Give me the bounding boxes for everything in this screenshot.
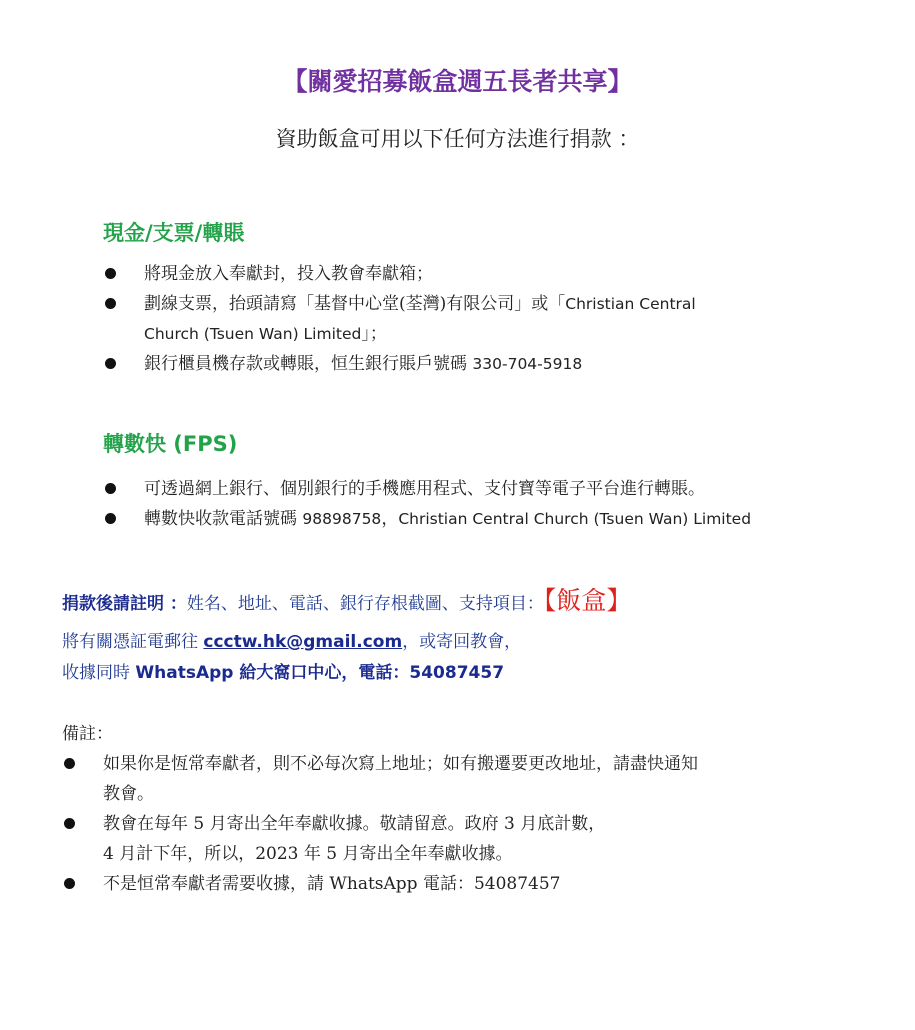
bullet-icon [105, 298, 116, 309]
donation-note [62, 581, 631, 617]
donation-note-label: 捐款後請註明 ： [62, 594, 187, 614]
remarks-label: 備註： [62, 724, 113, 744]
page-subtitle: 資助飯盒可用以下任何方法進行捐款 ： [275, 127, 640, 151]
remark-text-cont: 教會。 [103, 784, 154, 804]
bank-account-number: 330-704-5918 [472, 355, 583, 373]
receipt-mail-text: ，或寄回教會， [402, 632, 522, 652]
cheque-text-end: 」； [361, 324, 387, 344]
section-fps-heading: 轉數快 (FPS) [103, 432, 238, 456]
remark-text: 不是恒常奉獻者需要收據，請 WhatsApp 電話：54087457 [103, 874, 561, 894]
bullet-icon [105, 513, 116, 524]
receipt-info [62, 627, 521, 689]
cash-method-list [103, 259, 863, 379]
remark-text: 教會在每年 5 月寄出全年奉獻收據。敬請留意。政府 3 月底計數， [103, 814, 606, 834]
remarks-list [62, 749, 862, 899]
bullet-icon [105, 358, 116, 369]
cheque-payee-en: Christian Central [565, 295, 696, 313]
donation-note-fields: 姓名、地址、電話、銀行存根截圖、支持項目： [186, 594, 544, 614]
fps-comma: ， [381, 509, 399, 529]
cheque-payee-en-cont: Church (Tsuen Wan) Limited [144, 325, 362, 343]
page-title: 【關愛招募飯盒週五長者共享】 [282, 67, 633, 96]
bullet-icon [105, 268, 116, 279]
remark-text: 如果你是恆常奉獻者，則不必每次寫上地址；如有搬遷要更改地址，請盡快通知 [103, 754, 698, 774]
receipt-whatsapp-label: 收據同時 [62, 663, 136, 683]
cash-item-text: 將現金放入奉獻封，投入教會奉獻箱； [144, 264, 433, 284]
fps-item-text: 可透過網上銀行、個別銀行的手機應用程式、支付寶等電子平台進行轉賬。 [144, 479, 705, 499]
list-item [62, 869, 862, 899]
receipt-email-link[interactable]: ccctw.hk@gmail.com [203, 632, 403, 652]
list-item [62, 749, 862, 809]
fps-phone-label: 轉數快收款電話號碼 [144, 509, 303, 529]
bullet-icon [105, 483, 116, 494]
remark-text-cont: 4 月計下年，所以，2023 年 5 月寄出全年奉獻收據。 [103, 844, 513, 864]
fps-method-list [103, 474, 893, 534]
fps-payee-en: Christian Central Church (Tsuen Wan) Limited [398, 510, 752, 528]
fps-phone-number: 98898758 [302, 510, 382, 528]
list-item [103, 349, 863, 379]
list-item [62, 809, 862, 869]
bullet-icon [64, 818, 75, 829]
bank-text: 銀行櫃員機存款或轉賬，恒生銀行賬戶號碼 [144, 354, 473, 374]
list-item [103, 474, 893, 504]
list-item [103, 504, 893, 534]
bullet-icon [64, 758, 75, 769]
donation-project-tag: 【飯盒】 [543, 586, 632, 615]
cheque-text: 劃線支票，抬頭請寫「基督中心堂(荃灣)有限公司」或「 [144, 294, 566, 314]
receipt-email-label: 將有關憑証電郵往 [62, 632, 204, 652]
list-item [103, 289, 863, 349]
list-item [103, 259, 863, 289]
section-cash-heading: 現金/支票/轉賬 [103, 221, 245, 245]
receipt-whatsapp-contact: WhatsApp 給大窩口中心，電話：54087457 [135, 663, 505, 683]
bullet-icon [64, 878, 75, 889]
